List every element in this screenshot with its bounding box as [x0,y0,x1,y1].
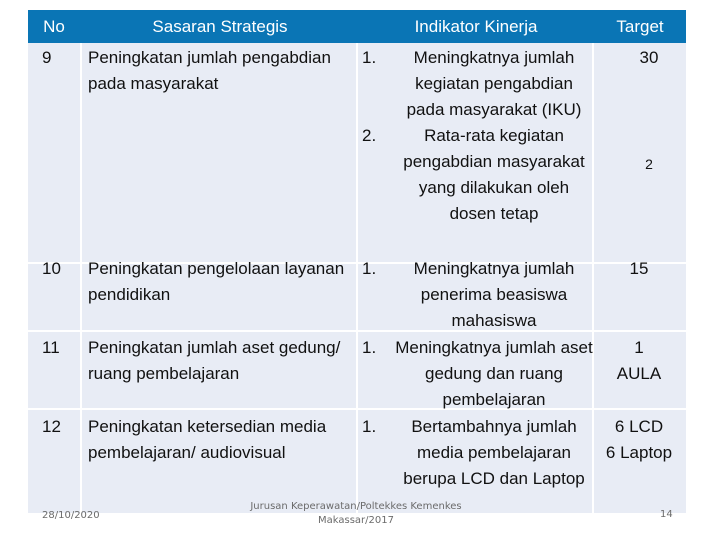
indikator-text: Meningkatnya jumlah penerima beasiswa mahasiswa [413,259,575,330]
indikator-list [362,256,624,334]
indikator-number: 1. [362,259,377,278]
footer-institution-line2: Makassar/2017 [318,515,394,526]
indikator-number: 1. [362,338,377,357]
header-indikator: Indikator Kinerja [414,17,538,36]
target-value: 15 [629,259,649,278]
row-number: 9 [42,48,52,67]
target-value: 30 [639,48,659,67]
indikator-number: 1. [362,48,377,67]
indikator-number: 2. [362,126,377,145]
header-no: No [43,17,65,36]
indikator-list [362,45,624,227]
header-sasaran: Sasaran Strategis [152,17,288,36]
footer-institution-line1: Jurusan Keperawatan/Poltekkes Kemenkes [250,501,462,512]
sasaran-text: Peningkatan ketersedian media pembelajaran/ audiovisual [88,417,327,462]
page-number: 14 [660,509,673,520]
row-number: 10 [42,259,61,278]
indikator-text: Rata-rata kegiatan pengabdian masyarakat yang dilakukan oleh dosen tetap [403,126,585,223]
indikator-text: Bertambahnya jumlah media pembelajaran berupa LCD dan Laptop [403,417,585,488]
indikator-item [362,45,624,123]
indikator-item [362,123,624,227]
column-divider [80,43,82,513]
target-value: 6 LCD [614,417,664,436]
sasaran-text: Peningkatan pengelolaan layanan pendidikan [88,259,345,304]
indikator-list [362,414,624,492]
target-value: 2 [645,156,653,172]
table-header [28,10,686,43]
sasaran-text: Peningkatan jumlah aset gedung/ ruang pembelajaran [88,338,341,383]
target-value: 6 Laptop [605,443,673,462]
footer-date: 28/10/2020 [42,510,100,521]
header-target: Target [616,17,664,36]
row-number: 11 [42,338,60,357]
indikator-number: 1. [362,417,377,436]
sasaran-text: Peningkatan jumlah pengabdian pada masyarakat [88,48,331,93]
row-number: 12 [42,417,61,436]
indikator-text: Meningkatnya jumlah kegiatan pengabdian pada masyarakat (IKU) [406,48,582,119]
indikator-item [362,414,624,492]
indikator-item [362,256,624,334]
target-value: AULA [616,364,662,383]
target-value: 1 [634,338,644,357]
indikator-text: Meningkatnya jumlah aset gedung dan ruang pembelajaran [395,338,593,409]
indikator-list [362,335,624,413]
footer-institution [236,501,476,526]
indikator-item [362,335,624,413]
